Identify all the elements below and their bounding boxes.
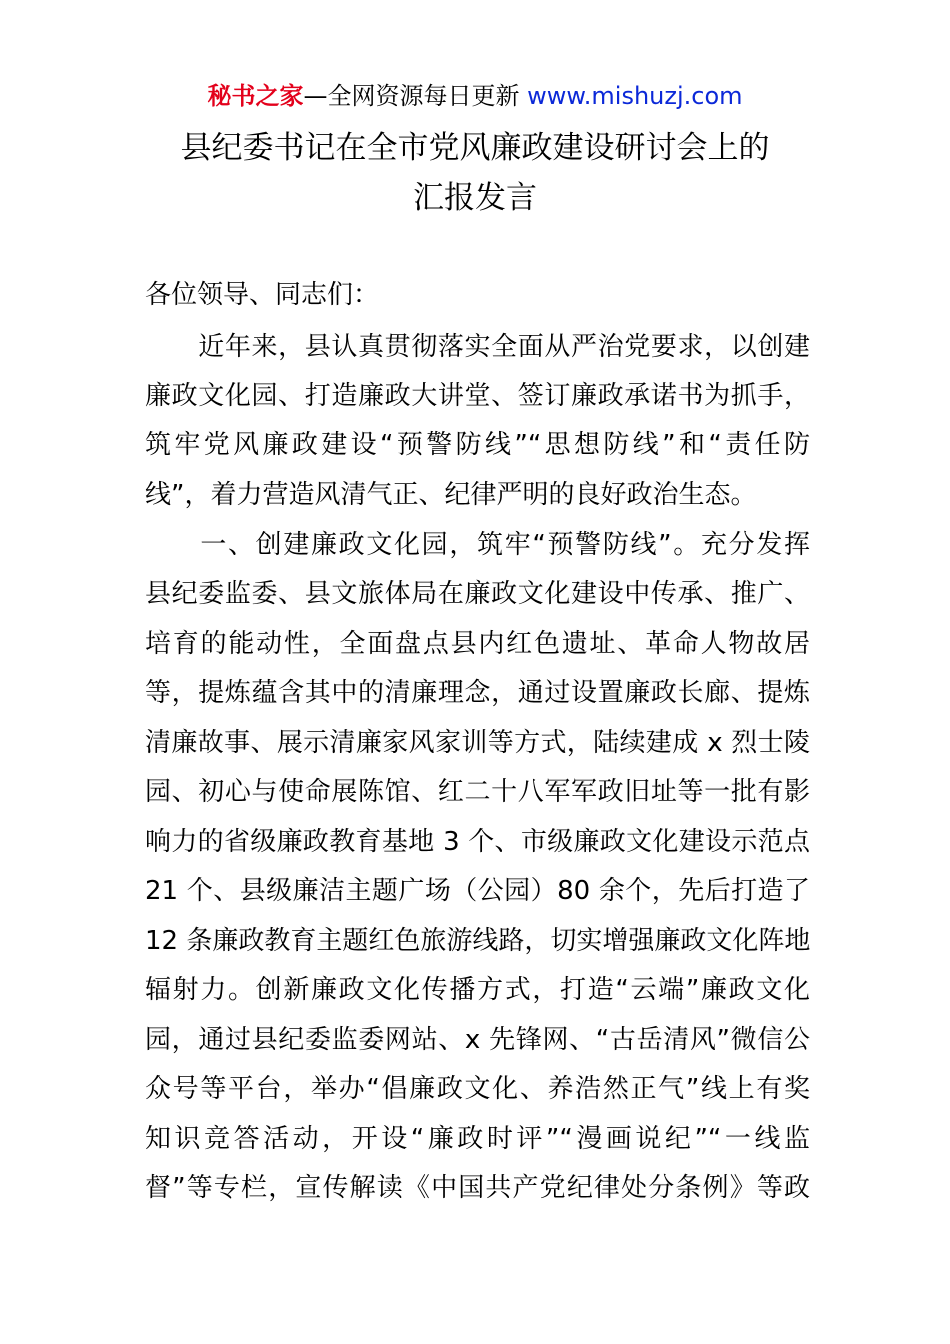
text-line: 响力的省级廉政教育基地 3 个、市级廉政文化建设示范点 bbox=[145, 827, 810, 857]
site-url: www.mishuzj.com bbox=[527, 82, 743, 110]
text-line: 县纪委监委、县文旅体局在廉政文化建设中传承、推广、 bbox=[145, 579, 810, 609]
text-line: 12 条廉政教育主题红色旅游线路，切实增强廉政文化阵地 bbox=[145, 926, 811, 956]
site-brand: 秘书之家 bbox=[207, 82, 304, 110]
text-line: 培育的能动性，全面盘点县内红色遗址、革命人物故居 bbox=[145, 629, 810, 659]
site-tagline: —全网资源每日更新 bbox=[303, 82, 528, 110]
site-header bbox=[0, 80, 950, 112]
text-line: 督”等专栏，宣传解读《中国共产党纪律处分条例》等政 bbox=[145, 1173, 810, 1203]
text-line: 近年来，县认真贯彻落实全面从严治党要求，以创建 bbox=[145, 332, 810, 362]
document-title-line-1: 县纪委书记在全市党风廉政建设研讨会上的 bbox=[180, 130, 770, 166]
document-title-line-2: 汇报发言 bbox=[413, 180, 537, 216]
text-line: 线”，着力营造风清气正、纪律严明的良好政治生态。 bbox=[145, 480, 757, 510]
text-line: 清廉故事、展示清廉家风家训等方式，陆续建成 x 烈士陵 bbox=[145, 728, 810, 758]
text-line: 知识竞答活动，开设“廉政时评”“漫画说纪”“一线监 bbox=[145, 1124, 810, 1154]
text-line: 辐射力。创新廉政文化传播方式，打造“云端”廉政文化 bbox=[145, 975, 810, 1005]
text-line: 园，通过县纪委监委网站、x 先锋网、“古岳清风”微信公 bbox=[145, 1025, 810, 1055]
text-line: 等，提炼蕴含其中的清廉理念，通过设置廉政长廊、提炼 bbox=[145, 678, 810, 708]
text-line: 筑牢党风廉政建设“预警防线”“思想防线”和“责任防 bbox=[145, 430, 810, 460]
text-line: 园、初心与使命展陈馆、红二十八军军政旧址等一批有影 bbox=[145, 777, 810, 807]
text-line: 廉政文化园、打造廉政大讲堂、签订廉政承诺书为抓手， bbox=[145, 381, 810, 411]
section-heading-line: 一、创建廉政文化园，筑牢“预警防线”。充分发挥 bbox=[145, 530, 810, 560]
text-line: 众号等平台，举办“倡廉政文化、养浩然正气”线上有奖 bbox=[145, 1074, 810, 1104]
text-line: 21 个、县级廉洁主题广场（公园）80 余个，先后打造了 bbox=[145, 876, 810, 906]
salutation: 各位领导、同志们： bbox=[145, 280, 380, 310]
